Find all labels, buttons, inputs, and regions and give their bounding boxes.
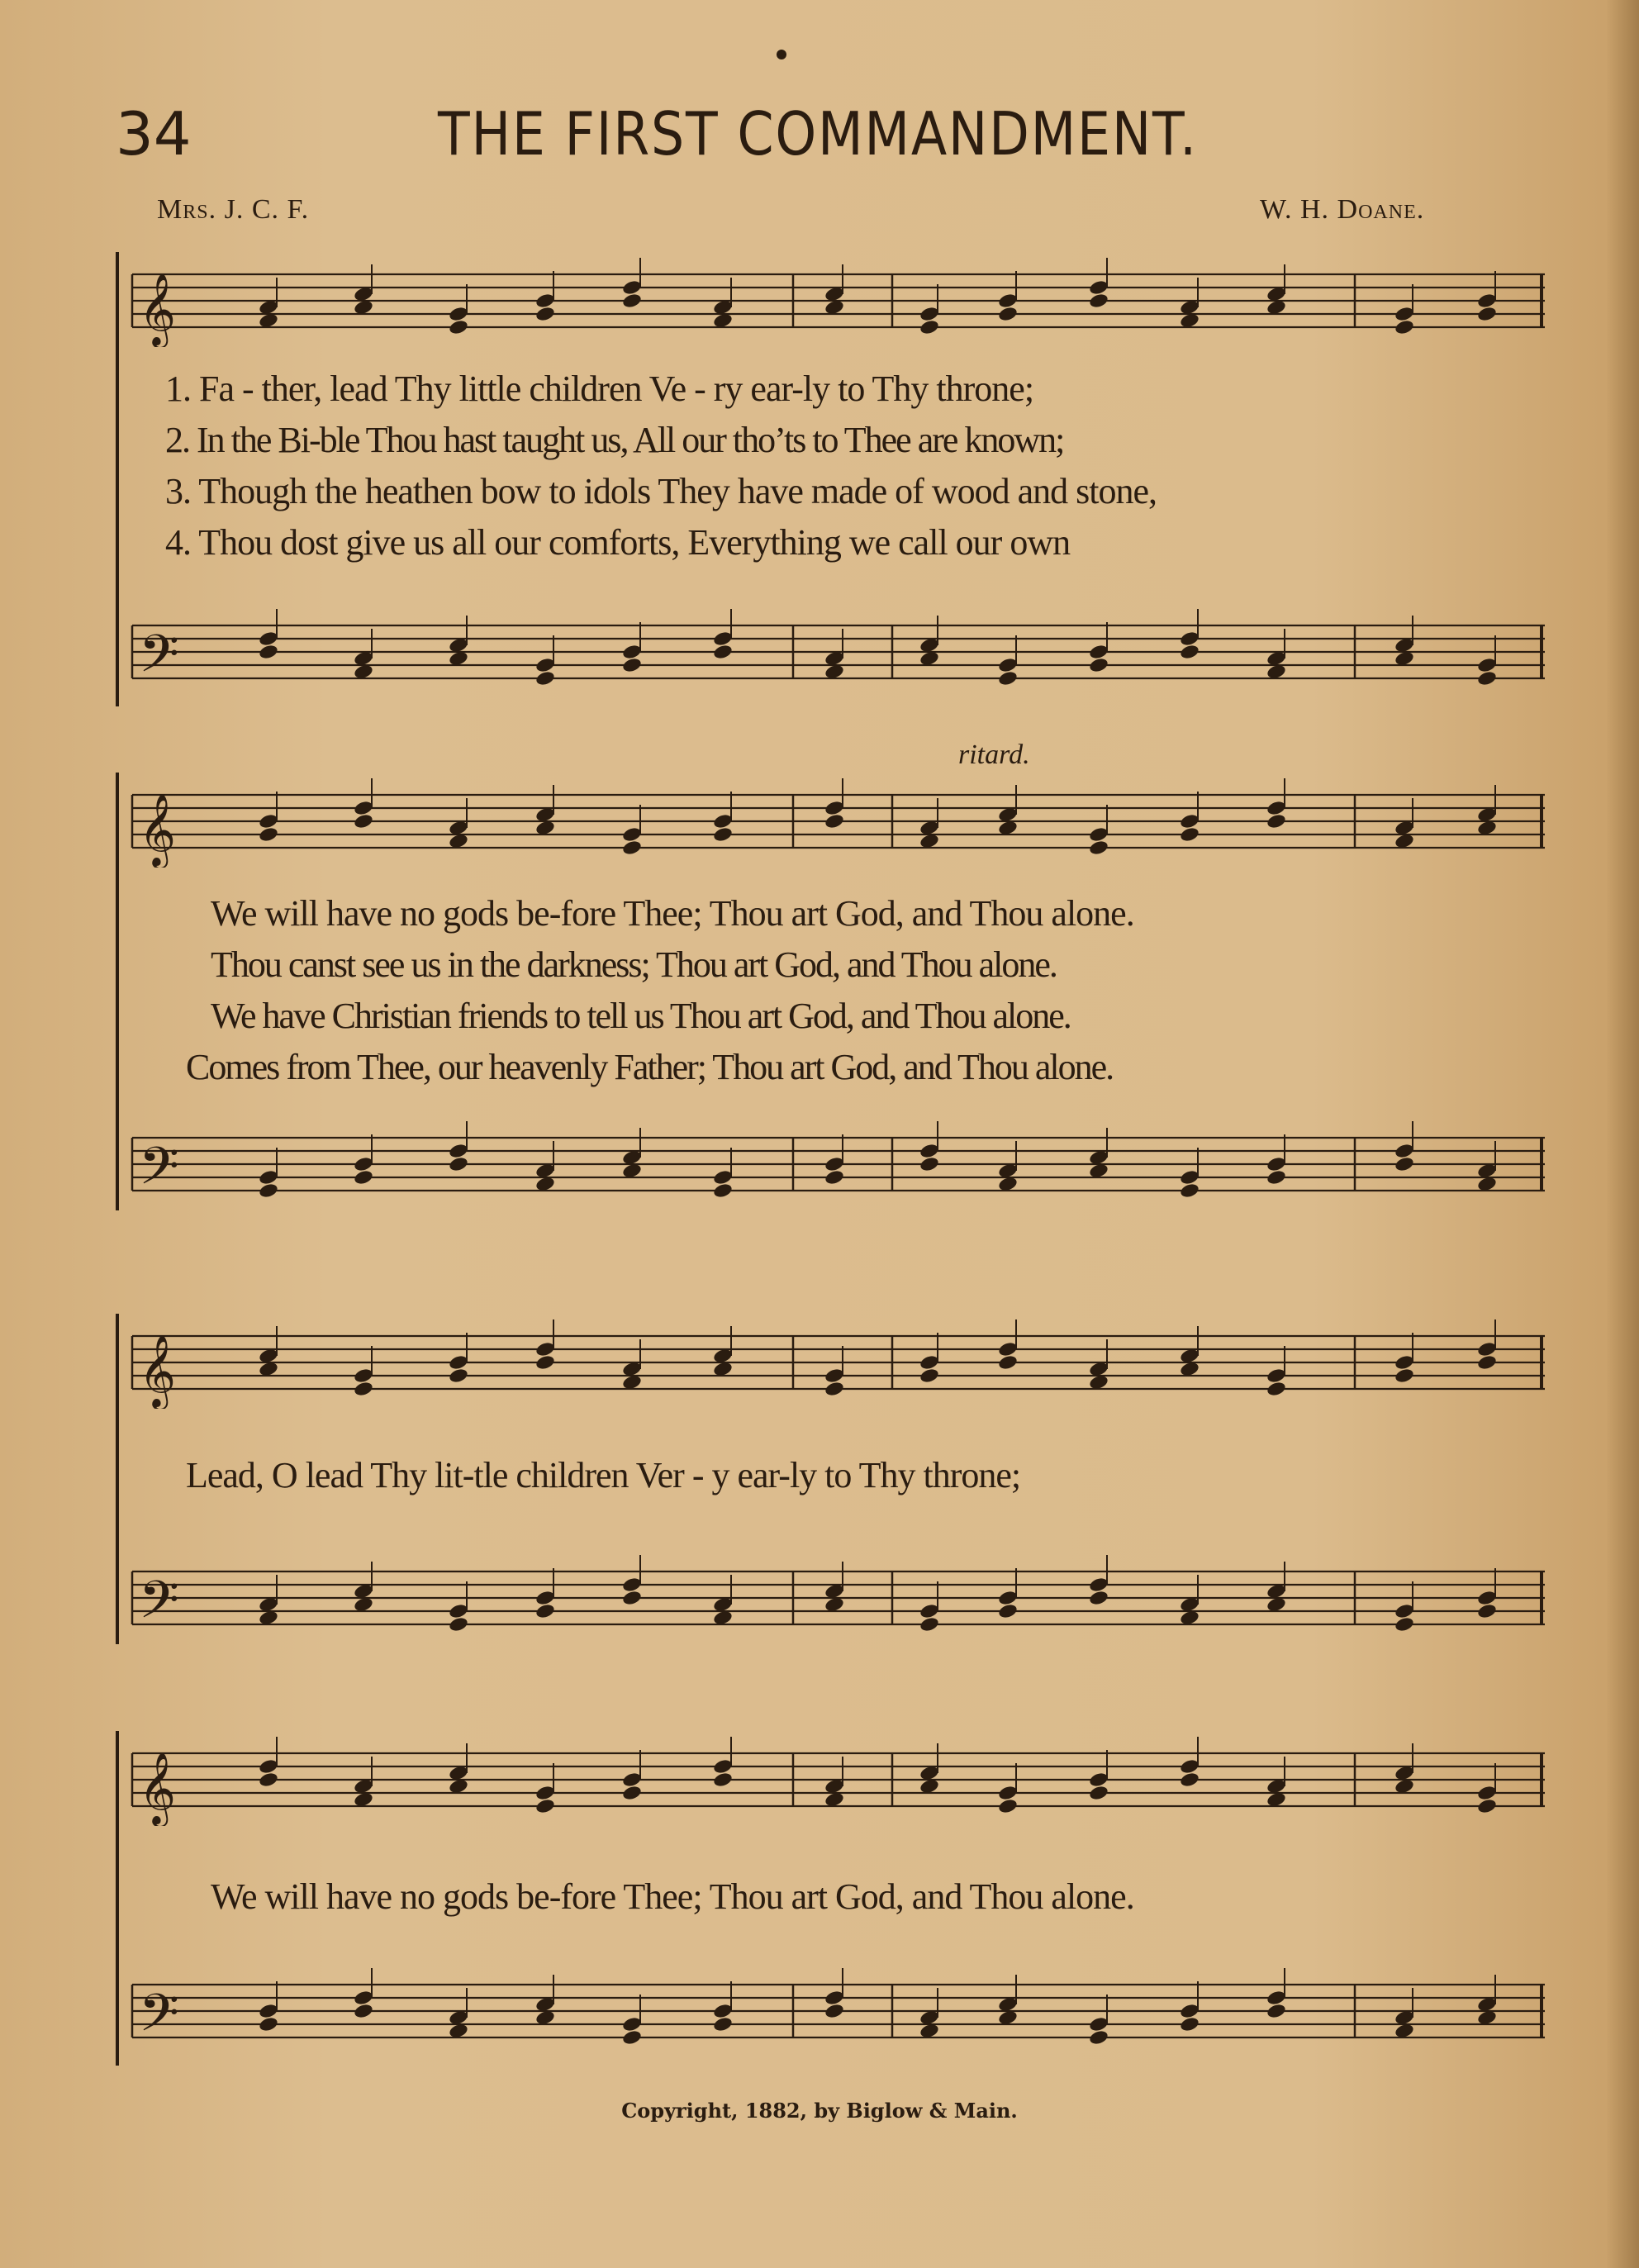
notehead — [353, 1156, 373, 1173]
notehead — [448, 1616, 468, 1633]
notehead — [1266, 1367, 1286, 1385]
notehead — [1088, 2029, 1109, 2047]
notehead — [997, 1341, 1018, 1358]
treble-clef-icon: 𝄞 — [139, 792, 176, 866]
notehead — [1266, 813, 1286, 830]
notehead — [1088, 644, 1109, 661]
notehead — [258, 2003, 278, 2020]
notehead — [1179, 1771, 1200, 1789]
ink-dot — [777, 50, 786, 59]
treble-staff — [116, 1318, 1553, 1409]
notehead — [353, 800, 373, 817]
notehead — [712, 644, 733, 661]
notehead — [353, 813, 373, 830]
notehead — [712, 2003, 733, 2020]
notehead — [1394, 1143, 1414, 1160]
notehead — [1088, 826, 1109, 844]
notehead — [258, 826, 278, 844]
notehead — [534, 657, 555, 674]
notehead — [353, 1381, 373, 1398]
notehead — [1179, 826, 1200, 844]
notehead — [824, 2003, 844, 2020]
notehead — [353, 1990, 373, 2007]
treble-clef-icon: 𝄞 — [139, 1751, 176, 1824]
lyric-line: We will have no gods be-fore Thee; Thou art God, and Thou alone. — [211, 893, 1134, 934]
notehead — [824, 800, 844, 817]
notehead — [621, 1785, 642, 1802]
notehead — [1088, 2016, 1109, 2033]
notehead — [712, 2016, 733, 2033]
notehead — [1476, 1785, 1497, 1802]
notehead — [1394, 1616, 1414, 1633]
notehead — [448, 319, 468, 336]
notehead — [997, 657, 1018, 674]
notehead — [824, 1381, 844, 1398]
notehead — [1394, 1156, 1414, 1173]
notehead — [621, 657, 642, 674]
notehead — [258, 813, 278, 830]
lyric-line: We will have no gods be-fore Thee; Thou art God, and Thou alone. — [211, 1876, 1134, 1917]
notehead — [1088, 839, 1109, 857]
notehead — [1394, 1354, 1414, 1372]
page-number: 34 — [116, 99, 192, 169]
notehead — [1394, 306, 1414, 323]
notehead — [534, 306, 555, 323]
notehead — [534, 1590, 555, 1607]
notehead — [621, 292, 642, 310]
composer-credit: W. H. Doane. — [1260, 194, 1425, 225]
notehead — [534, 1798, 555, 1815]
bass-staff — [116, 1553, 1553, 1644]
notehead — [1476, 1798, 1497, 1815]
notehead — [919, 1616, 939, 1633]
lyric-line: We have Christian friends to tell us Thou art God, and Thou alone. — [211, 996, 1071, 1036]
treble-staff — [116, 1735, 1553, 1826]
lyric-block-1 — [165, 364, 1553, 568]
notehead — [1179, 1182, 1200, 1200]
page-title: THE FIRST COMMANDMENT. — [438, 99, 1198, 169]
notehead — [919, 1143, 939, 1160]
notehead — [1179, 630, 1200, 648]
notehead — [621, 839, 642, 857]
notehead — [534, 670, 555, 687]
notehead — [353, 2003, 373, 2020]
notehead — [1266, 1990, 1286, 2007]
notehead — [1266, 800, 1286, 817]
notehead — [448, 306, 468, 323]
notehead — [997, 1603, 1018, 1620]
music-system-2 — [116, 773, 1553, 1235]
notehead — [448, 1156, 468, 1173]
notehead — [1476, 657, 1497, 674]
notehead — [712, 1758, 733, 1776]
notehead — [621, 1576, 642, 1594]
notehead — [824, 1169, 844, 1186]
notehead — [919, 306, 939, 323]
page-edge-shadow — [1606, 0, 1639, 2268]
notehead — [1088, 1771, 1109, 1789]
notehead — [621, 279, 642, 297]
notehead — [712, 1182, 733, 1200]
treble-staff — [116, 256, 1553, 347]
lyric-line: 3. Though the heathen bow to idols They have made of wood and stone, — [165, 471, 1157, 511]
notehead — [1266, 1381, 1286, 1398]
notehead — [712, 813, 733, 830]
notehead — [448, 1367, 468, 1385]
notehead — [258, 1169, 278, 1186]
notehead — [1266, 1156, 1286, 1173]
notehead — [258, 1758, 278, 1776]
notehead — [1179, 1758, 1200, 1776]
notehead — [621, 826, 642, 844]
notehead — [997, 1798, 1018, 1815]
notehead — [621, 2029, 642, 2047]
music-system-1 — [116, 252, 1553, 715]
notehead — [997, 1785, 1018, 1802]
treble-clef-icon: 𝄞 — [139, 272, 176, 345]
notehead — [712, 1771, 733, 1789]
notehead — [824, 813, 844, 830]
notehead — [1179, 2016, 1200, 2033]
bass-clef-icon: 𝄢 — [139, 1135, 179, 1209]
notehead — [919, 319, 939, 336]
notehead — [1476, 306, 1497, 323]
notehead — [919, 1156, 939, 1173]
notehead — [997, 1590, 1018, 1607]
notehead — [621, 2016, 642, 2033]
notehead — [258, 630, 278, 648]
bass-staff — [116, 1966, 1553, 2057]
notehead — [1179, 644, 1200, 661]
notehead — [1394, 319, 1414, 336]
notehead — [919, 1354, 939, 1372]
bass-clef-icon: 𝄢 — [139, 1982, 179, 2056]
lyric-line: 1. Fa - ther, lead Thy little children Ve - ry ear-ly to Thy throne; — [165, 368, 1034, 409]
notehead — [1088, 1576, 1109, 1594]
lyricist-credit: Mrs. J. C. F. — [157, 194, 310, 225]
notehead — [621, 1590, 642, 1607]
notehead — [997, 670, 1018, 687]
treble-staff — [116, 777, 1553, 868]
notehead — [1266, 2003, 1286, 2020]
notehead — [1476, 292, 1497, 310]
notehead — [1088, 279, 1109, 297]
notehead — [448, 1143, 468, 1160]
music-system-4 — [116, 1731, 1553, 2078]
notehead — [1476, 1590, 1497, 1607]
notehead — [919, 1367, 939, 1385]
notehead — [919, 1603, 939, 1620]
notehead — [712, 630, 733, 648]
bass-staff — [116, 607, 1553, 698]
notehead — [1476, 1603, 1497, 1620]
notehead — [997, 1354, 1018, 1372]
notehead — [258, 1182, 278, 1200]
notehead — [534, 1341, 555, 1358]
notehead — [1088, 1590, 1109, 1607]
notehead — [712, 826, 733, 844]
notehead — [997, 306, 1018, 323]
bass-clef-icon: 𝄢 — [139, 1569, 179, 1643]
copyright-notice: Copyright, 1882, by Biglow & Main. — [621, 2099, 1018, 2123]
music-system-3 — [116, 1314, 1553, 1661]
notehead — [1394, 1603, 1414, 1620]
notehead — [1266, 1169, 1286, 1186]
notehead — [1476, 670, 1497, 687]
lyric-line: 4. Thou dost give us all our comforts, Everything we call our own — [165, 522, 1071, 563]
notehead — [824, 1367, 844, 1385]
notehead — [1179, 2003, 1200, 2020]
notehead — [1088, 1785, 1109, 1802]
lyric-block-3 — [186, 1450, 1574, 1501]
notehead — [1476, 1354, 1497, 1372]
lyric-block-4 — [211, 1871, 1599, 1923]
notehead — [621, 1771, 642, 1789]
notehead — [712, 1169, 733, 1186]
notehead — [534, 292, 555, 310]
notehead — [448, 1354, 468, 1372]
notehead — [353, 1169, 373, 1186]
lyric-line: Thou canst see us in the darkness; Thou art God, and Thou alone. — [211, 944, 1057, 985]
lyric-line: Comes from Thee, our heavenly Father; Thou art God, and Thou alone. — [186, 1047, 1114, 1087]
lyric-line: Lead, O lead Thy lit-tle children Ver - y ear-ly to Thy throne; — [186, 1455, 1021, 1495]
notehead — [448, 1603, 468, 1620]
tempo-marking: ritard. — [958, 739, 1030, 770]
notehead — [824, 1990, 844, 2007]
notehead — [258, 2016, 278, 2033]
notehead — [1476, 1341, 1497, 1358]
notehead — [1179, 813, 1200, 830]
notehead — [258, 644, 278, 661]
bass-staff — [116, 1120, 1553, 1210]
notehead — [1394, 1367, 1414, 1385]
notehead — [258, 1771, 278, 1789]
notehead — [621, 644, 642, 661]
lyric-line: 2. In the Bi-ble Thou hast taught us, All our tho’ts to Thee are known; — [165, 420, 1064, 460]
notehead — [1179, 1169, 1200, 1186]
notehead — [1088, 657, 1109, 674]
notehead — [1088, 292, 1109, 310]
notehead — [534, 1603, 555, 1620]
bass-clef-icon: 𝄢 — [139, 623, 179, 697]
notehead — [824, 1156, 844, 1173]
treble-clef-icon: 𝄞 — [139, 1334, 176, 1407]
notehead — [534, 1354, 555, 1372]
notehead — [353, 1367, 373, 1385]
lyric-block-2 — [186, 888, 1599, 1093]
notehead — [997, 292, 1018, 310]
notehead — [534, 1785, 555, 1802]
